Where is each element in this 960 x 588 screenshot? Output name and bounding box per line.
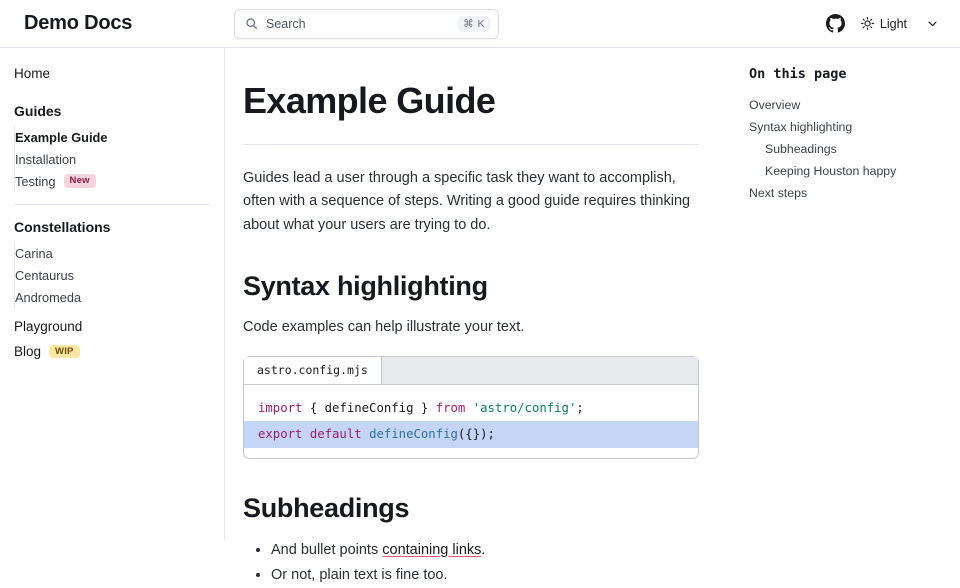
- list-item: [271, 538, 699, 563]
- theme-label: Light: [879, 16, 907, 31]
- code-line-highlighted: [244, 421, 698, 447]
- code-block: [243, 356, 699, 459]
- sidebar: [0, 48, 225, 540]
- sidebar-group-guides: [0, 103, 224, 205]
- sun-icon: [861, 17, 874, 30]
- code-line: [244, 395, 698, 421]
- sidebar-group-title: Guides: [14, 103, 62, 119]
- code-token: import: [258, 400, 310, 415]
- intro-paragraph: Guides lead a user through a specific task they want to accomplish, often with a sequence of steps. Writing a good guide requires thinking about what your users are trying to do.: [243, 170, 691, 233]
- sidebar-divider: [14, 204, 210, 205]
- sidebar-item-label: Playground: [14, 319, 83, 334]
- code-token: { defineConfig }: [309, 400, 436, 415]
- sidebar-item-label: Andromeda: [15, 289, 82, 305]
- list-item-text: Or not, plain text is fine too.: [271, 566, 448, 583]
- code-tab-bar: [244, 357, 698, 385]
- code-token: ;: [576, 400, 584, 415]
- toc-item-syntax-highlighting[interactable]: Syntax highlighting: [749, 120, 853, 134]
- sidebar-item-example-guide[interactable]: [15, 126, 210, 148]
- sidebar-item-centaurus[interactable]: [15, 264, 210, 286]
- toc-item-subheadings[interactable]: Subheadings: [765, 142, 837, 156]
- sidebar-item-label: Example Guide: [15, 129, 108, 145]
- site-header: [0, 0, 960, 48]
- toc-item-overview[interactable]: Overview: [749, 98, 801, 112]
- status-badge: New: [64, 174, 96, 188]
- main-content: [225, 48, 735, 583]
- code-body[interactable]: [244, 385, 698, 458]
- sidebar-item-label: Centaurus: [15, 267, 75, 283]
- syntax-paragraph: Code examples can help illustrate your text.: [243, 319, 525, 336]
- code-token: ({});: [457, 427, 495, 442]
- toc-item-keeping-houston-happy[interactable]: Keeping Houston happy: [765, 164, 897, 178]
- sidebar-group-title: Constellations: [14, 219, 111, 235]
- sidebar-group-items: [14, 242, 210, 308]
- heading-syntax-highlighting: Syntax highlighting: [243, 271, 488, 302]
- header-actions: [826, 14, 944, 33]
- sidebar-item-label: Testing: [15, 173, 56, 189]
- sidebar-item-blog[interactable]: [0, 339, 224, 364]
- code-token: 'astro/config': [472, 400, 577, 415]
- sidebar-item-label: Blog: [14, 344, 42, 359]
- github-icon: [826, 14, 845, 33]
- search-icon: [245, 17, 258, 30]
- list-item-text-tail: .: [481, 541, 486, 558]
- chevron-down-icon: [927, 18, 938, 29]
- code-token: defineConfig: [369, 427, 458, 442]
- search-placeholder: Search: [266, 16, 306, 31]
- sidebar-item-label: Installation: [15, 151, 77, 167]
- list-item-text: And bullet points: [271, 541, 383, 558]
- status-badge: WIP: [49, 345, 80, 359]
- list-item: [271, 563, 699, 588]
- sidebar-item-testing[interactable]: [15, 170, 210, 192]
- theme-selector[interactable]: [861, 17, 938, 31]
- site-title: Demo Docs: [24, 12, 133, 34]
- code-token: export default: [258, 427, 370, 442]
- sidebar-item-carina[interactable]: [15, 242, 210, 264]
- toc-title: On this page: [749, 66, 847, 82]
- toc-item-next-steps[interactable]: Next steps: [749, 186, 808, 200]
- search-shortcut-badge: ⌘ K: [458, 16, 490, 32]
- content-column: [243, 80, 699, 588]
- code-token: from: [435, 400, 473, 415]
- table-of-contents: [735, 48, 960, 540]
- heading-subheadings: Subheadings: [243, 492, 410, 523]
- search-container: [234, 9, 499, 39]
- code-tab-filename[interactable]: astro.config.mjs: [244, 357, 382, 384]
- search-input[interactable]: [234, 9, 499, 39]
- sidebar-item-home[interactable]: Home: [14, 66, 51, 81]
- sidebar-item-playground[interactable]: [0, 314, 224, 339]
- sidebar-item-installation[interactable]: [15, 148, 210, 170]
- sidebar-item-andromeda[interactable]: [15, 286, 210, 308]
- sidebar-group-items: [14, 126, 210, 192]
- github-link[interactable]: [826, 14, 845, 33]
- page-body: [0, 48, 960, 583]
- bullet-list: [243, 538, 699, 588]
- page-title: Example Guide: [243, 80, 699, 145]
- inline-link[interactable]: containing links: [382, 541, 482, 558]
- sidebar-item-label: Carina: [15, 245, 53, 261]
- sidebar-group-constellations: [0, 219, 224, 308]
